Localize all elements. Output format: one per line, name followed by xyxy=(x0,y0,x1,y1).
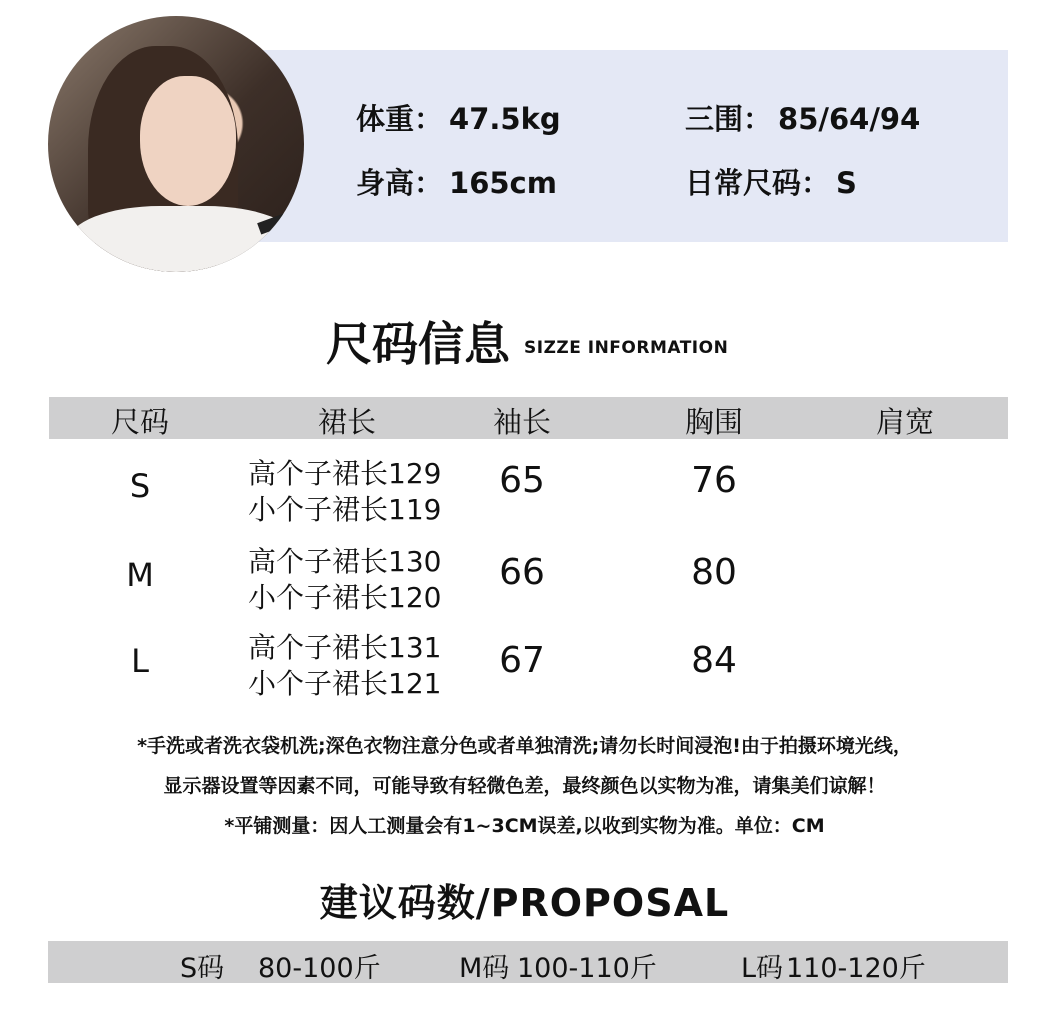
row-s-size: S xyxy=(129,467,151,505)
measurements-stat xyxy=(685,97,920,138)
proposal-s-size: S码 xyxy=(180,953,225,984)
row-m-skirt-tall: 高个子裙长130 xyxy=(248,545,442,578)
model-avatar xyxy=(48,16,304,272)
row-m-skirt-short: 小个子裙长120 xyxy=(248,581,442,614)
header-size: 尺码 xyxy=(110,405,170,439)
proposal-s-range: 80-100斤 xyxy=(258,953,381,984)
proposal-m-range: 100-110斤 xyxy=(517,953,657,984)
proposal-l-range: 110-120斤 xyxy=(786,953,926,984)
row-m-size: M xyxy=(126,556,154,594)
height-value: 165cm xyxy=(449,166,557,200)
size-info-subtitle: SIZZE INFORMATION xyxy=(524,338,729,358)
row-l-skirt-short: 小个子裙长121 xyxy=(248,667,442,700)
row-l-bust: 84 xyxy=(691,640,737,681)
header-skirt-length: 裙长 xyxy=(317,405,377,439)
row-s-bust: 76 xyxy=(691,460,737,501)
row-l-skirt-tall: 高个子裙长131 xyxy=(248,631,442,664)
daily-size-label: 日常尺码： xyxy=(685,166,831,200)
avatar-face xyxy=(140,76,236,206)
size-info-title: 尺码信息 xyxy=(326,317,510,371)
measurements-label: 三围： xyxy=(685,102,773,136)
header-bust: 胸围 xyxy=(684,405,744,439)
row-m-bust: 80 xyxy=(691,552,737,593)
row-s-skirt-tall: 高个子裙长129 xyxy=(248,457,442,490)
proposal-m-size: M码 xyxy=(459,953,510,984)
measurement-note: *平铺测量：因人工测量会有1~3CM误差,以收到实物为准。单位：CM xyxy=(224,815,825,837)
row-l-sleeve: 67 xyxy=(499,640,545,681)
row-l-size: L xyxy=(131,642,149,680)
header-shoulder-width: 肩宽 xyxy=(875,405,935,439)
avatar-shirt xyxy=(68,206,298,272)
care-note-line-1: *手洗或者洗衣袋机洗;深色衣物注意分色或者单独清洗;请勿长时间浸泡!由于拍摄环境光线， xyxy=(137,735,912,757)
care-note-line-2: 显示器设置等因素不同，可能导致有轻微色差，最终颜色以实物为准，请集美们谅解！ xyxy=(163,775,886,797)
measurements-value: 85/64/94 xyxy=(778,102,921,136)
daily-size-value: S xyxy=(836,166,857,200)
daily-size-stat xyxy=(685,161,857,202)
weight-stat xyxy=(356,97,561,138)
header-sleeve-length: 袖长 xyxy=(492,405,552,439)
height-stat xyxy=(356,161,557,202)
row-s-sleeve: 65 xyxy=(499,460,545,501)
row-m-sleeve: 66 xyxy=(499,552,545,593)
weight-label: 体重： xyxy=(356,102,444,136)
row-s-skirt-short: 小个子裙长119 xyxy=(248,493,442,526)
proposal-l-size: L码 xyxy=(741,953,784,984)
weight-value: 47.5kg xyxy=(449,102,561,136)
proposal-title: 建议码数/PROPOSAL xyxy=(319,881,730,925)
height-label: 身高： xyxy=(356,166,444,200)
